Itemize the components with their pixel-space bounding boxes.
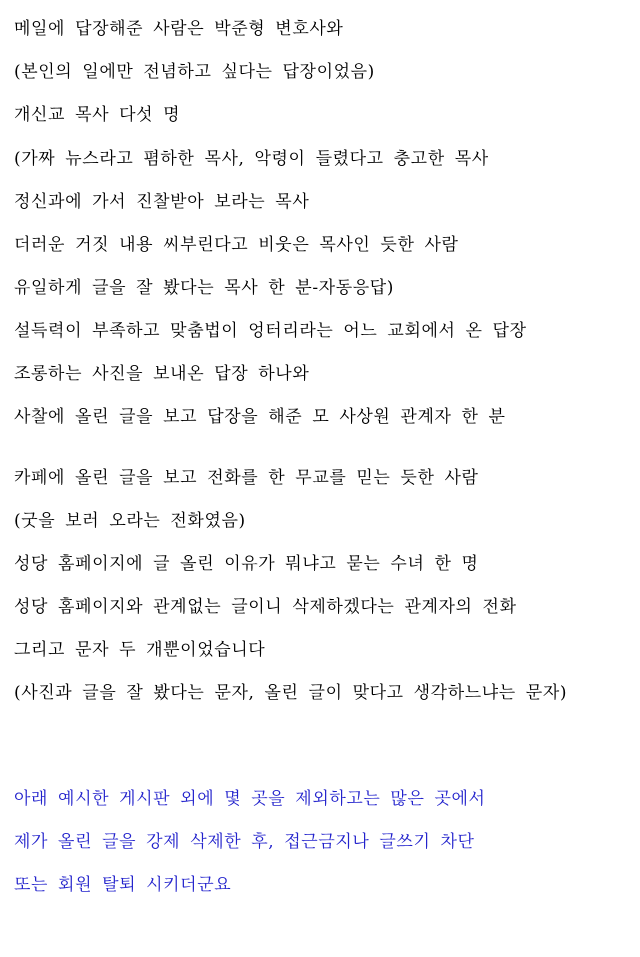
text-line: (굿을 보러 오라는 전화였음) xyxy=(14,511,246,531)
text-line: 개신교 목사 다섯 명 xyxy=(14,105,181,125)
text-line: 사찰에 올린 글을 보고 답장을 해준 모 사상원 관계자 한 분 xyxy=(14,407,506,427)
text-line: (사진과 글을 잘 봤다는 문자, 올린 글이 맞다고 생각하느냐는 문자) xyxy=(14,683,568,703)
text-line: 더러운 거짓 내용 씨부린다고 비웃은 목사인 듯한 사람 xyxy=(14,235,459,255)
text-line: 설득력이 부족하고 맞춤법이 엉터리라는 어느 교회에서 온 답장 xyxy=(14,321,527,341)
text-line: (본인의 일에만 전념하고 싶다는 답장이었음) xyxy=(14,62,375,82)
text-line: 메일에 답장해준 사람은 박준형 변호사와 xyxy=(14,19,344,39)
highlighted-text-line: 또는 회원 탈퇴 시키더군요 xyxy=(14,875,232,895)
text-line: 카페에 올린 글을 보고 전화를 한 무교를 믿는 듯한 사람 xyxy=(14,468,479,488)
text-line: 조롱하는 사진을 보내온 답장 하나와 xyxy=(14,364,310,384)
text-line: (가짜 뉴스라고 폄하한 목사, 악령이 들렸다고 충고한 목사 xyxy=(14,149,489,169)
highlighted-text-line: 제가 올린 글을 강제 삭제한 후, 접근금지나 글쓰기 차단 xyxy=(14,832,475,852)
text-line: 정신과에 가서 진찰받아 보라는 목사 xyxy=(14,192,310,212)
text-line: 성당 홈페이지와 관계없는 글이니 삭제하겠다는 관계자의 전화 xyxy=(14,597,517,617)
text-line: 성당 홈페이지에 글 올린 이유가 뭐냐고 묻는 수녀 한 명 xyxy=(14,554,479,574)
highlighted-text-line: 아래 예시한 게시판 외에 몇 곳을 제외하고는 많은 곳에서 xyxy=(14,789,486,809)
text-line: 유일하게 글을 잘 봤다는 목사 한 분-자동응답) xyxy=(14,278,394,298)
text-line: 그리고 문자 두 개뿐이었습니다 xyxy=(14,640,266,660)
